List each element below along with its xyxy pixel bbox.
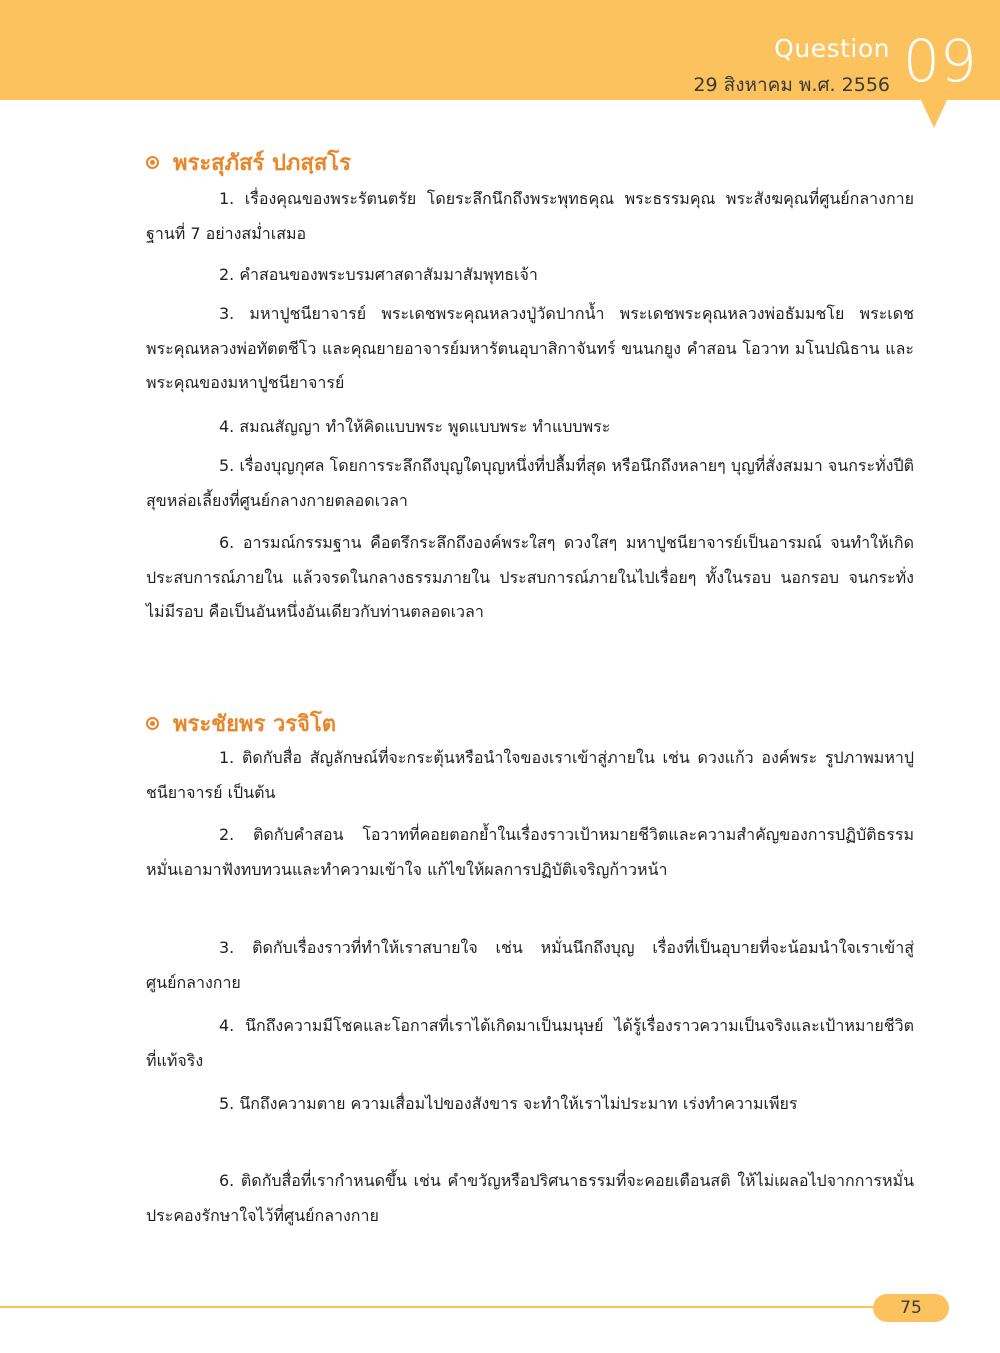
paragraph: 5. เรื่องบุญกุศล โดยการระลึกถึงบุญใดบุญหนึ่งที่ปลื้มที่สุด หรือนึกถึงหลายๆ บุญที่สั่งสมมา จนกระทั่งปีติสุขหล่อเลี้ยงที่ศูนย์กลางกายตลอดเวลา: [146, 456, 914, 510]
question-label: Question: [774, 34, 890, 63]
question-number: 09: [903, 27, 977, 95]
question-date: 29 สิงหาคม พ.ศ. 2556: [693, 74, 890, 96]
bullet-icon: [146, 156, 159, 169]
paragraph: 2. คำสอนของพระบรมศาสดาสัมมาสัมพุทธเจ้า: [219, 265, 538, 284]
paragraph: 3. มหาปูชนียาจารย์ พระเดชพระคุณหลวงปู่วัดปากน้ำ พระเดชพระคุณหลวงพ่อธัมมชโย พระเดชพระคุณหลวงพ่อทัตตชีโว และคุณยายอาจารย์มหารัตนอุบาสิกาจันทร์ ขนนกยูง คำสอน โอวาท มโนปณิธาน และพระคุณของมหาปูชนียาจารย์: [146, 304, 914, 392]
paragraph: 6. อารมณ์กรรมฐาน คือตรึกระลึกถึงองค์พระใสๆ ดวงใสๆ มหาปูชนียาจารย์เป็นอารมณ์ จนทำให้เกิดประสบการณ์ภายใน แล้วจรดในกลางธรรมภายใน ประสบการณ์ภายในไปเรื่อยๆ ทั้งในรอบ นอกรอบ จนกระทั่งไม่มีรอบ คือเป็นอันหนึ่งอันเดียวกับท่านตลอดเวลา: [146, 533, 914, 621]
section-title-1: [146, 145, 351, 180]
section-title-2: [146, 706, 336, 741]
paragraph: 3. ติดกับเรื่องราวที่ทำให้เราสบายใจ เช่น หมั่นนึกถึงบุญ เรื่องที่เป็นอุบายที่จะน้อมนำใจเราเข้าสู่ศูนย์กลางกาย: [146, 938, 914, 992]
paragraph: 5. นึกถึงความตาย ความเสื่อมไปของสังขาร จะทำให้เราไม่ประมาท เร่งทำความเพียร: [219, 1094, 798, 1113]
section-title-text: พระสุภัสร์ ปภสฺสโร: [173, 151, 351, 176]
bullet-icon: [146, 717, 159, 730]
section-title-text: พระชัยพร วรจิโต: [173, 712, 337, 737]
paragraph: 1. เรื่องคุณของพระรัตนตรัย โดยระลึกนึกถึงพระพุทธคุณ พระธรรมคุณ พระสังฆคุณที่ศูนย์กลางกายฐานที่ 7 อย่างสม่ำเสมอ: [146, 189, 914, 243]
paragraph: 6. ติดกับสื่อที่เรากำหนดขึ้น เช่น คำขวัญหรือปริศนาธรรมที่จะคอยเตือนสติ ให้ไม่เผลอไปจากการหมั่นประคองรักษาใจไว้ที่ศูนย์กลางกาย: [146, 1171, 914, 1225]
footer-rule: [0, 1306, 880, 1308]
header-notch: [921, 100, 947, 128]
paragraph: 2. ติดกับคำสอน โอวาทที่คอยตอกย้ำในเรื่องราวเป้าหมายชีวิตและความสำคัญของการปฏิบัติธรรม หมั่นเอามาฟังทบทวนและทำความเข้าใจ แก้ไขให้ผลการปฏิบัติเจริญก้าวหน้า: [146, 825, 914, 879]
paragraph: 1. ติดกับสื่อ สัญลักษณ์ที่จะกระตุ้นหรือนำใจของเราเข้าสู่ภายใน เช่น ดวงแก้ว องค์พระ รูปภาพมหาปูชนียาจารย์ เป็นต้น: [146, 748, 914, 802]
page-number: 75: [873, 1294, 949, 1322]
paragraph: 4. สมณสัญญา ทำให้คิดแบบพระ พูดแบบพระ ทำแบบพระ: [219, 417, 611, 436]
paragraph: 4. นึกถึงความมีโชคและโอกาสที่เราได้เกิดมาเป็นมนุษย์ ได้รู้เรื่องราวความเป็นจริงและเป้าหมายชีวิตที่แท้จริง: [146, 1016, 914, 1070]
